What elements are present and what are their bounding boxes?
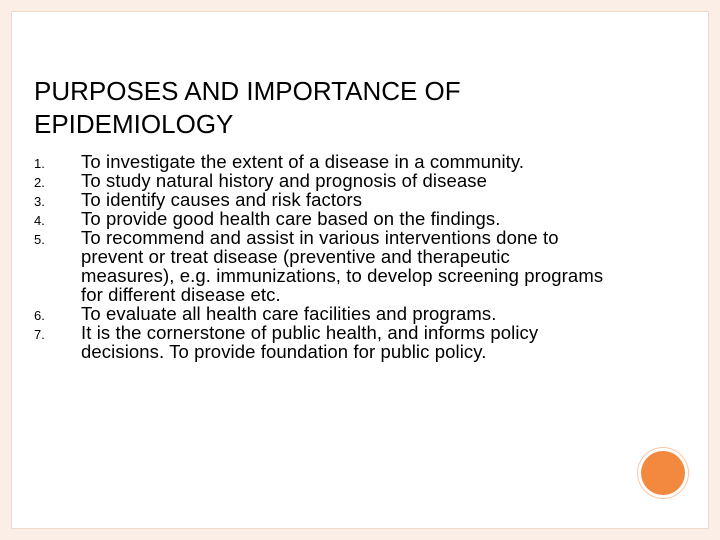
title-line-1: PURPOSES AND IMPORTANCE OF xyxy=(34,76,461,107)
item-text-line: To identify causes and risk factors xyxy=(81,189,363,210)
item-text-line: To provide good health care based on the findings. xyxy=(81,208,501,229)
list-item xyxy=(34,209,704,228)
title-line-2: EPIDEMIOLOGY xyxy=(34,109,234,140)
list-item xyxy=(34,304,704,323)
item-text-line: To investigate the extent of a disease in a community. xyxy=(81,151,525,172)
list-item xyxy=(34,152,704,171)
list-item xyxy=(34,228,704,304)
item-text-line: To study natural history and prognosis of disease xyxy=(81,170,487,191)
item-text-line: for different disease etc. xyxy=(81,284,281,305)
item-number: 1. xyxy=(34,156,45,171)
slide-title xyxy=(34,75,674,141)
orange-circle-decoration xyxy=(641,451,685,495)
list-item xyxy=(34,190,704,209)
purpose-list xyxy=(34,152,704,361)
item-number: 6. xyxy=(34,308,45,323)
item-number: 2. xyxy=(34,175,45,190)
item-text-line: To recommend and assist in various interventions done to xyxy=(81,227,559,248)
item-text-line: measures), e.g. immunizations, to develop screening programs xyxy=(81,265,604,286)
item-text-line: prevent or treat disease (preventive and therapeutic xyxy=(81,246,510,267)
item-text-line: To evaluate all health care facilities and programs. xyxy=(81,303,497,324)
item-number: 3. xyxy=(34,194,45,209)
item-text-line: It is the cornerstone of public health, and informs policy xyxy=(81,322,539,343)
item-text-line: decisions. To provide foundation for public policy. xyxy=(81,341,487,362)
item-number: 5. xyxy=(34,232,45,247)
item-number: 7. xyxy=(34,327,45,342)
item-number: 4. xyxy=(34,213,45,228)
list-item xyxy=(34,171,704,190)
list-item xyxy=(34,323,704,361)
